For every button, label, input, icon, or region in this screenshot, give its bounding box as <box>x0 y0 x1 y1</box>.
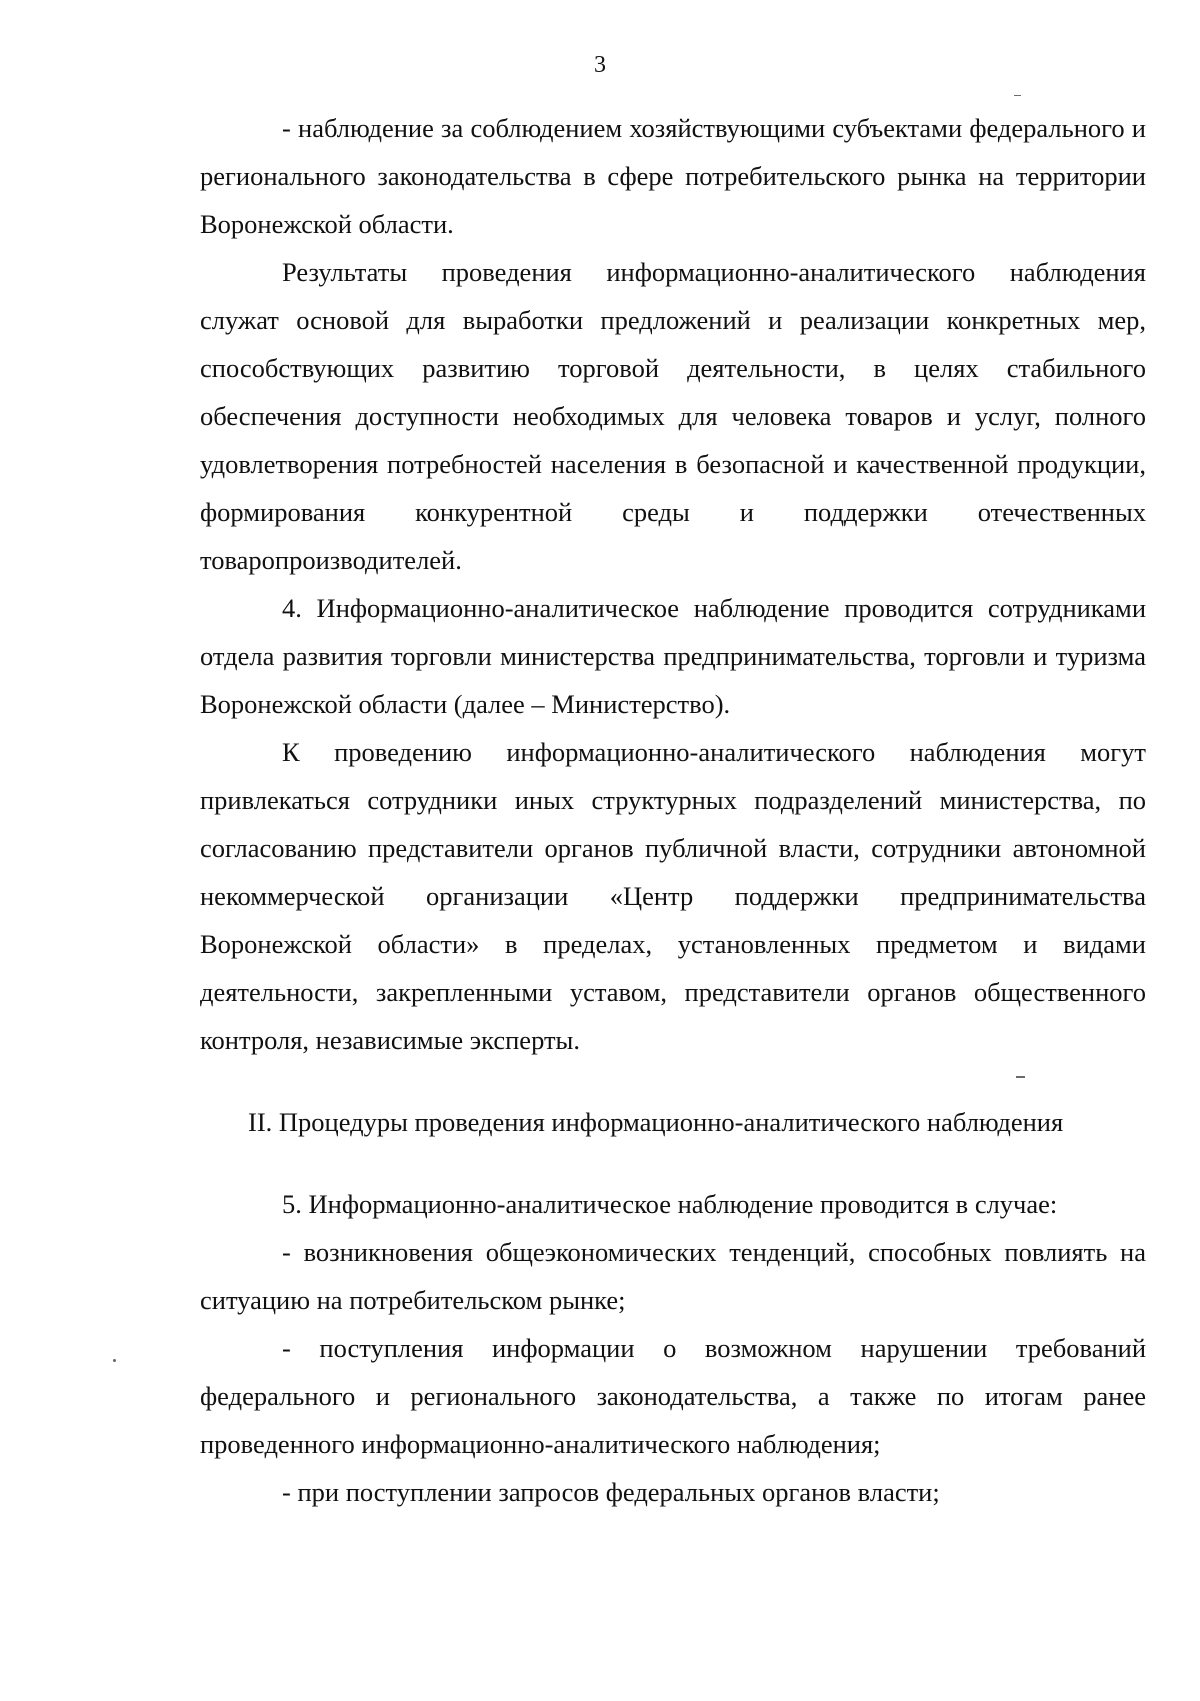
list-item-violation-info: - поступления информации о возможном нарушении требований федерального и регионального законодательства, а также по итогам ранее проведенного информационно-аналитического наблюдения; <box>200 1333 1146 1459</box>
section-heading: II. Процедуры проведения информационно-аналитического наблюдения <box>248 1107 1064 1137</box>
paragraph-participants: К проведению информационно-аналитического наблюдения могут привлекаться сотрудники иных структурных подразделений министерства, по согласованию представители органов публичной власти, сотрудники автономной некоммерческой организации «Центр поддержки предпринимательства Воронежской области» в пределах, установленных предметом и видами деятельности, закрепленными уставом, представители органов общественного контроля, независимые эксперты. <box>200 737 1146 1055</box>
list-item-economic-trends: - возникновения общеэкономических тенденций, способных повлиять на ситуацию на потребительском рынке; <box>200 1237 1146 1315</box>
scan-artifact-mark <box>1016 1076 1025 1078</box>
list-item-federal-requests: - при поступлении запросов федеральных органов власти; <box>282 1477 940 1507</box>
paragraph-monitoring-item: - наблюдение за соблюдением хозяйствующими субъектами федерального и регионального законодательства в сфере потребительского рынка на территории Воронежской области. <box>200 113 1146 239</box>
paragraph-results: Результаты проведения информационно-аналитического наблюдения служат основой для выработки предложений и реализации конкретных мер, способствующих развитию торговой деятельности, в целях стабильного обеспечения доступности необходимых для человека товаров и услуг, полного удовлетворения потребностей населения в безопасной и качественной продукции, формирования конкурентной среды и поддержки отечественных товаропроизводителей. <box>200 257 1146 575</box>
page-number: 3 <box>594 52 606 78</box>
scan-artifact-mark <box>1014 95 1021 96</box>
scan-artifact-dot <box>113 1359 116 1362</box>
section-gap <box>200 1064 1146 1098</box>
paragraph-item-4: 4. Информационно-аналитическое наблюдение проводится сотрудниками отдела развития торговли министерства предпринимательства, торговли и туризма Воронежской области (далее – Министерство). <box>200 593 1146 719</box>
document-body <box>200 104 1146 1516</box>
section-gap-2 <box>200 1146 1146 1180</box>
paragraph-item-5: 5. Информационно-аналитическое наблюдение проводится в случае: <box>282 1189 1058 1219</box>
